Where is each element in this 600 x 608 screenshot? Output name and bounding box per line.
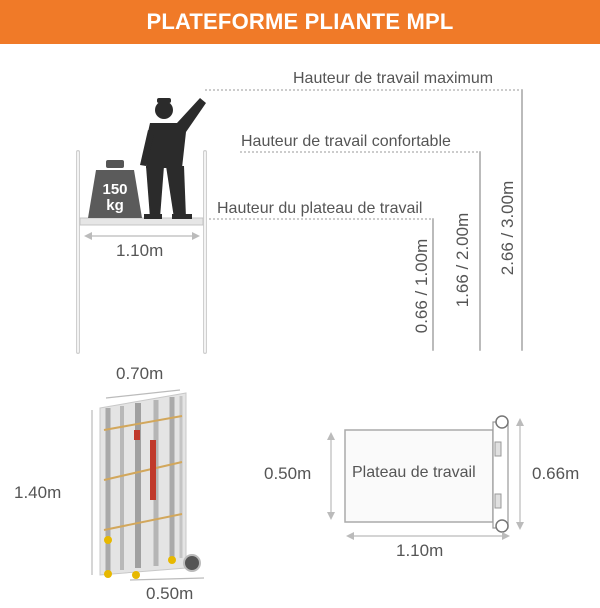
comfort-height-value: 1.66 / 2.00m [453,212,472,308]
platform-width-dimension [84,232,200,240]
load-capacity-unit: kg [106,197,124,214]
folded-height-label: 1.40m [14,483,62,502]
plan-deck-label: Plateau de travail [352,464,476,481]
plan-total-depth-dimension [516,418,524,530]
max-height-label: Hauteur de travail maximum [293,70,494,87]
load-capacity-value: 150 [102,181,128,198]
max-height-value: 2.66 / 3.00m [498,180,517,276]
deck-height-value: 0.66 / 1.00m [412,238,431,334]
plan-depth-dimension [327,432,335,520]
folded-width-dimension [130,578,204,580]
deck-height-label: Hauteur du plateau de travail [217,200,423,217]
plan-total-depth-label: 0.66m [532,464,580,483]
platform-width-label: 1.10m [116,241,164,260]
folded-depth-label: 0.70m [116,364,164,383]
plan-depth-label: 0.50m [264,464,312,483]
plan-length-dimension [346,532,510,540]
plan-length-label: 1.10m [396,541,444,560]
folded-width-label: 0.50m [146,584,194,603]
folded-platform-illustration [100,393,200,579]
worker-silhouette-icon [140,98,206,219]
comfort-height-label: Hauteur de travail confortable [241,133,451,150]
page-title: PLATEFORME PLIANTE MPL [146,9,454,34]
